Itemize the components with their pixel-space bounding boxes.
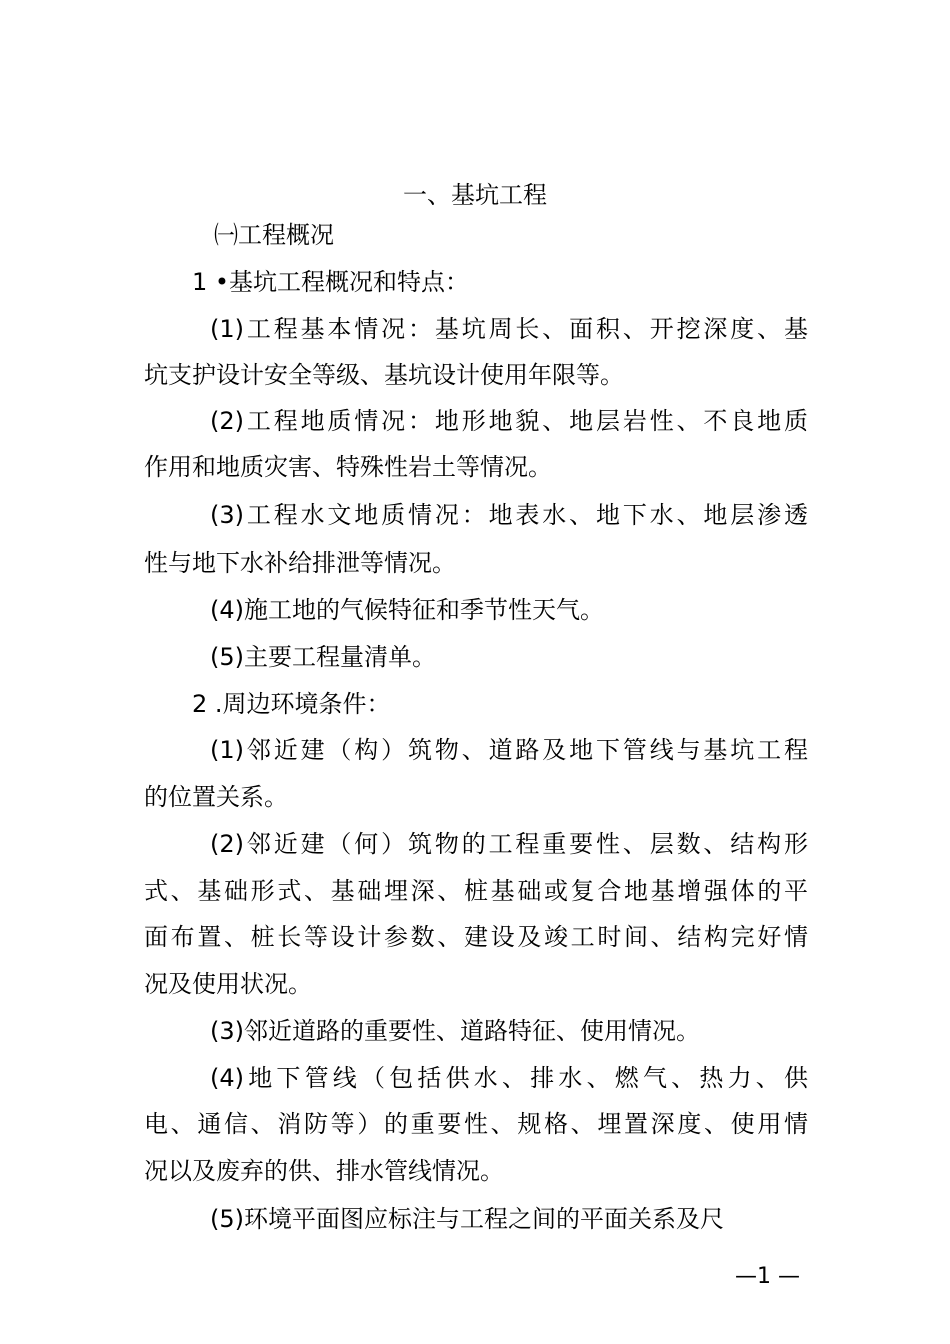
- paragraph-line: (1)邻近建（构）筑物、道路及地下管线与基坑工程: [210, 736, 808, 764]
- paragraph-line: 面布置、桩长等设计参数、建设及竣工时间、结构完好情: [144, 923, 808, 951]
- paragraph-line: 性与地下水补给排泄等情况。: [144, 549, 456, 577]
- paragraph-line: (4)地下管线（包括供水、排水、燃气、热力、供: [210, 1064, 808, 1092]
- paragraph-line: (5)环境平面图应标注与工程之间的平面关系及尺: [210, 1205, 724, 1233]
- paragraph-line: (3)工程水文地质情况：地表水、地下水、地层渗透: [210, 501, 808, 529]
- section-subtitle: ㈠工程概况: [214, 221, 334, 249]
- document-title: 一、基坑工程: [403, 181, 547, 209]
- paragraph-line: 况以及废弃的供、排水管线情况。: [144, 1157, 504, 1185]
- paragraph-line: (2)邻近建（何）筑物的工程重要性、层数、结构形: [210, 830, 808, 858]
- section-2-heading: 2 .周边环境条件：: [192, 690, 391, 718]
- paragraph-line: 作用和地质灾害、特殊性岩土等情况。: [144, 453, 552, 481]
- page-number: —1 —: [735, 1264, 800, 1289]
- section-1-heading: 1 •基坑工程概况和特点：: [192, 268, 470, 296]
- paragraph-line: 坑支护设计安全等级、基坑设计使用年限等。: [144, 361, 624, 389]
- paragraph-line: (2)工程地质情况：地形地貌、地层岩性、不良地质: [210, 407, 808, 435]
- paragraph-line: (5)主要工程量清单。: [210, 643, 436, 671]
- paragraph-line: (1)工程基本情况：基坑周长、面积、开挖深度、基: [210, 315, 808, 343]
- paragraph-line: 的位置关系。: [144, 783, 288, 811]
- paragraph-line: 况及使用状况。: [144, 970, 312, 998]
- paragraph-line: (3)邻近道路的重要性、道路特征、使用情况。: [210, 1017, 700, 1045]
- paragraph-line: 式、基础形式、基础埋深、桩基础或复合地基增强体的平: [144, 877, 808, 905]
- paragraph-line: 电、通信、消防等）的重要性、规格、埋置深度、使用情: [144, 1110, 808, 1138]
- paragraph-line: (4)施工地的气候特征和季节性天气。: [210, 596, 604, 624]
